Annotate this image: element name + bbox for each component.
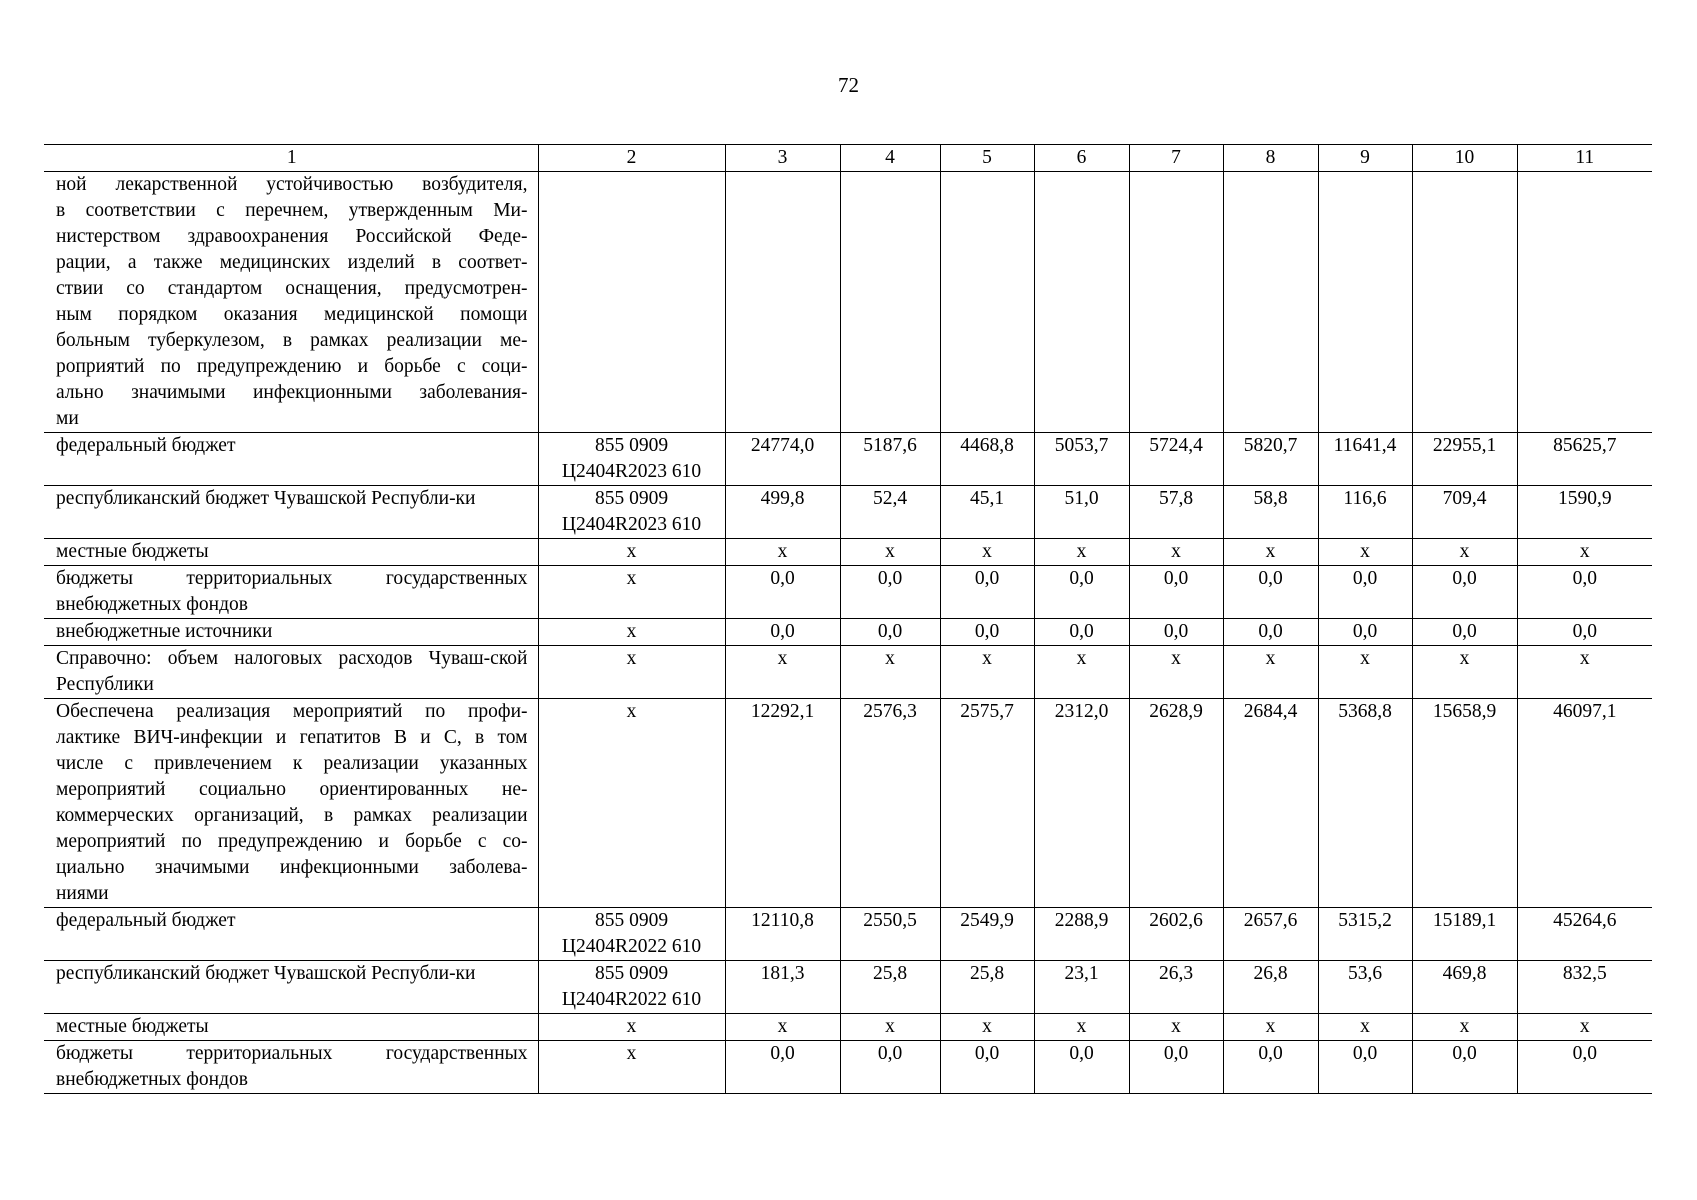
value-cell-col-3: 24774,0 xyxy=(725,433,840,486)
value-cell-col-4 xyxy=(840,172,940,433)
column-number-8: 8 xyxy=(1223,145,1318,172)
value-cell-col-10: 22955,1 xyxy=(1412,433,1517,486)
row-label-line: мероприятий по предупреждению и борьбе с со- xyxy=(56,831,528,852)
row-label: внебюджетные источники xyxy=(44,619,538,646)
table-row xyxy=(44,699,1652,908)
budget-code: x xyxy=(538,646,725,699)
value-cell-col-3: x xyxy=(725,539,840,566)
row-label: местные бюджеты xyxy=(44,539,538,566)
value-cell-col-3: x xyxy=(725,646,840,699)
budget-code: x xyxy=(538,539,725,566)
row-label: республиканский бюджет Чувашской Республи-ки xyxy=(44,961,538,1014)
row-label-line: ствии со стандартом оснащения, предусмотрен- xyxy=(56,278,528,299)
table-row xyxy=(44,172,1652,433)
value-cell-col-10: 0,0 xyxy=(1412,566,1517,619)
table-row xyxy=(44,566,1652,619)
table-row xyxy=(44,1014,1652,1041)
value-cell-col-11: 46097,1 xyxy=(1517,699,1652,908)
value-cell-col-9: 116,6 xyxy=(1318,486,1412,539)
value-cell-col-9: 53,6 xyxy=(1318,961,1412,1014)
row-label xyxy=(44,172,538,433)
value-cell-col-5: x xyxy=(940,539,1034,566)
value-cell-col-7: x xyxy=(1129,539,1223,566)
budget-code: 855 0909 Ц2404R2022 610 xyxy=(538,908,725,961)
row-label-line: ным порядком оказания медицинской помощи xyxy=(56,304,528,325)
value-cell-col-7: 26,3 xyxy=(1129,961,1223,1014)
value-cell-col-11: x xyxy=(1517,1014,1652,1041)
value-cell-col-11: x xyxy=(1517,539,1652,566)
column-number-6: 6 xyxy=(1034,145,1129,172)
column-number-3: 3 xyxy=(725,145,840,172)
value-cell-col-8: 58,8 xyxy=(1223,486,1318,539)
row-label-line: роприятий по предупреждению и борьбе с соци- xyxy=(56,356,528,377)
value-cell-col-4: 52,4 xyxy=(840,486,940,539)
row-label xyxy=(44,699,538,908)
value-cell-col-6: x xyxy=(1034,539,1129,566)
value-cell-col-5: x xyxy=(940,1014,1034,1041)
row-label: бюджеты территориальных государственных внебюджетных фондов xyxy=(44,566,538,619)
row-label-line: ально значимыми инфекционными заболевания- xyxy=(56,382,528,403)
column-number-11: 11 xyxy=(1517,145,1652,172)
row-label-line: лактике ВИЧ-инфекции и гепатитов В и С, в том xyxy=(56,727,528,748)
budget-code: x xyxy=(538,566,725,619)
row-label-line: Обеспечена реализация мероприятий по профи- xyxy=(56,701,528,722)
value-cell-col-9: 0,0 xyxy=(1318,619,1412,646)
column-number-2: 2 xyxy=(538,145,725,172)
row-label-line: мероприятий социально ориентированных не- xyxy=(56,779,528,800)
value-cell-col-7: 57,8 xyxy=(1129,486,1223,539)
value-cell-col-10: 709,4 xyxy=(1412,486,1517,539)
value-cell-col-3: 0,0 xyxy=(725,566,840,619)
value-cell-col-7: 2602,6 xyxy=(1129,908,1223,961)
row-label: бюджеты территориальных государственных внебюджетных фондов xyxy=(44,1041,538,1094)
value-cell-col-9: x xyxy=(1318,539,1412,566)
column-number-9: 9 xyxy=(1318,145,1412,172)
row-label-line: ной лекарственной устойчивостью возбудителя, xyxy=(56,174,528,195)
column-number-10: 10 xyxy=(1412,145,1517,172)
value-cell-col-5: 2549,9 xyxy=(940,908,1034,961)
value-cell-col-11: 0,0 xyxy=(1517,566,1652,619)
value-cell-col-8: 0,0 xyxy=(1223,1041,1318,1094)
value-cell-col-11 xyxy=(1517,172,1652,433)
value-cell-col-11: 832,5 xyxy=(1517,961,1652,1014)
table-row xyxy=(44,486,1652,539)
value-cell-col-6: x xyxy=(1034,1014,1129,1041)
value-cell-col-8: x xyxy=(1223,646,1318,699)
value-cell-col-3: x xyxy=(725,1014,840,1041)
budget-code: x xyxy=(538,699,725,908)
row-label: Справочно: объем налоговых расходов Чуваш-ской Республики xyxy=(44,646,538,699)
value-cell-col-4: 0,0 xyxy=(840,566,940,619)
row-label: федеральный бюджет xyxy=(44,908,538,961)
page-number: 72 xyxy=(838,73,859,97)
value-cell-col-6 xyxy=(1034,172,1129,433)
value-cell-col-8: 0,0 xyxy=(1223,619,1318,646)
value-cell-col-8: 26,8 xyxy=(1223,961,1318,1014)
column-number-row xyxy=(44,145,1652,172)
value-cell-col-11: 1590,9 xyxy=(1517,486,1652,539)
value-cell-col-4: 25,8 xyxy=(840,961,940,1014)
row-label-line: рации, а также медицинских изделий в соответ- xyxy=(56,252,528,273)
table-row xyxy=(44,1041,1652,1094)
budget-table xyxy=(44,144,1652,1094)
value-cell-col-7: x xyxy=(1129,646,1223,699)
value-cell-col-4: x xyxy=(840,539,940,566)
value-cell-col-5: x xyxy=(940,646,1034,699)
row-label-line: ниями xyxy=(56,883,109,904)
value-cell-col-8 xyxy=(1223,172,1318,433)
row-label-line: в соответствии с перечнем, утвержденным Ми- xyxy=(56,200,528,221)
row-label-line: циально значимыми инфекционными заболева- xyxy=(56,857,528,878)
value-cell-col-3: 12110,8 xyxy=(725,908,840,961)
value-cell-col-4: x xyxy=(840,1014,940,1041)
value-cell-col-6: 5053,7 xyxy=(1034,433,1129,486)
budget-code: 855 0909 Ц2404R2023 610 xyxy=(538,486,725,539)
value-cell-col-6: 51,0 xyxy=(1034,486,1129,539)
budget-code: 855 0909 Ц2404R2022 610 xyxy=(538,961,725,1014)
value-cell-col-3: 0,0 xyxy=(725,1041,840,1094)
value-cell-col-7: x xyxy=(1129,1014,1223,1041)
column-number-4: 4 xyxy=(840,145,940,172)
value-cell-col-9: x xyxy=(1318,646,1412,699)
value-cell-col-3: 12292,1 xyxy=(725,699,840,908)
value-cell-col-10: 469,8 xyxy=(1412,961,1517,1014)
value-cell-col-4: 2550,5 xyxy=(840,908,940,961)
value-cell-col-10: 15658,9 xyxy=(1412,699,1517,908)
column-number-7: 7 xyxy=(1129,145,1223,172)
row-label: местные бюджеты xyxy=(44,1014,538,1041)
value-cell-col-3: 499,8 xyxy=(725,486,840,539)
value-cell-col-5: 0,0 xyxy=(940,619,1034,646)
table-row xyxy=(44,433,1652,486)
value-cell-col-9: 5368,8 xyxy=(1318,699,1412,908)
value-cell-col-4: 0,0 xyxy=(840,1041,940,1094)
value-cell-col-8: x xyxy=(1223,539,1318,566)
table-row xyxy=(44,646,1652,699)
value-cell-col-5: 0,0 xyxy=(940,1041,1034,1094)
value-cell-col-8: x xyxy=(1223,1014,1318,1041)
column-number-1: 1 xyxy=(44,145,538,172)
value-cell-col-5: 4468,8 xyxy=(940,433,1034,486)
value-cell-col-8: 2684,4 xyxy=(1223,699,1318,908)
value-cell-col-11: x xyxy=(1517,646,1652,699)
value-cell-col-10: 0,0 xyxy=(1412,1041,1517,1094)
value-cell-col-3 xyxy=(725,172,840,433)
value-cell-col-8: 5820,7 xyxy=(1223,433,1318,486)
value-cell-col-6: x xyxy=(1034,646,1129,699)
value-cell-col-10: x xyxy=(1412,539,1517,566)
value-cell-col-4: 2576,3 xyxy=(840,699,940,908)
value-cell-col-5: 0,0 xyxy=(940,566,1034,619)
value-cell-col-8: 0,0 xyxy=(1223,566,1318,619)
row-label-line: коммерческих организаций, в рамках реализации xyxy=(56,805,528,826)
row-label-line: ми xyxy=(56,408,79,429)
value-cell-col-7 xyxy=(1129,172,1223,433)
value-cell-col-10: x xyxy=(1412,646,1517,699)
value-cell-col-6: 0,0 xyxy=(1034,1041,1129,1094)
value-cell-col-5: 45,1 xyxy=(940,486,1034,539)
value-cell-col-9: 0,0 xyxy=(1318,566,1412,619)
value-cell-col-6: 23,1 xyxy=(1034,961,1129,1014)
row-label-line: нистерством здравоохранения Российской Феде- xyxy=(56,226,528,247)
value-cell-col-8: 2657,6 xyxy=(1223,908,1318,961)
value-cell-col-4: 0,0 xyxy=(840,619,940,646)
value-cell-col-9 xyxy=(1318,172,1412,433)
budget-code: 855 0909 Ц2404R2023 610 xyxy=(538,433,725,486)
value-cell-col-9: x xyxy=(1318,1014,1412,1041)
value-cell-col-5: 25,8 xyxy=(940,961,1034,1014)
value-cell-col-9: 0,0 xyxy=(1318,1041,1412,1094)
value-cell-col-4: x xyxy=(840,646,940,699)
value-cell-col-4: 5187,6 xyxy=(840,433,940,486)
row-label: федеральный бюджет xyxy=(44,433,538,486)
table-row xyxy=(44,619,1652,646)
budget-code: x xyxy=(538,619,725,646)
column-number-5: 5 xyxy=(940,145,1034,172)
value-cell-col-9: 11641,4 xyxy=(1318,433,1412,486)
value-cell-col-10 xyxy=(1412,172,1517,433)
value-cell-col-7: 0,0 xyxy=(1129,1041,1223,1094)
value-cell-col-6: 0,0 xyxy=(1034,566,1129,619)
value-cell-col-11: 0,0 xyxy=(1517,1041,1652,1094)
table-row xyxy=(44,961,1652,1014)
value-cell-col-11: 45264,6 xyxy=(1517,908,1652,961)
row-label-line: больным туберкулезом, в рамках реализации ме- xyxy=(56,330,528,351)
value-cell-col-3: 181,3 xyxy=(725,961,840,1014)
value-cell-col-10: 15189,1 xyxy=(1412,908,1517,961)
table-row xyxy=(44,908,1652,961)
value-cell-col-6: 2312,0 xyxy=(1034,699,1129,908)
row-label: республиканский бюджет Чувашской Республи-ки xyxy=(44,486,538,539)
table-row xyxy=(44,539,1652,566)
value-cell-col-10: x xyxy=(1412,1014,1517,1041)
value-cell-col-5 xyxy=(940,172,1034,433)
value-cell-col-6: 0,0 xyxy=(1034,619,1129,646)
value-cell-col-5: 2575,7 xyxy=(940,699,1034,908)
value-cell-col-3: 0,0 xyxy=(725,619,840,646)
value-cell-col-7: 0,0 xyxy=(1129,619,1223,646)
value-cell-col-10: 0,0 xyxy=(1412,619,1517,646)
value-cell-col-7: 2628,9 xyxy=(1129,699,1223,908)
value-cell-col-6: 2288,9 xyxy=(1034,908,1129,961)
row-label-line: числе с привлечением к реализации указанных xyxy=(56,753,528,774)
value-cell-col-11: 85625,7 xyxy=(1517,433,1652,486)
budget-code xyxy=(538,172,725,433)
budget-code: x xyxy=(538,1014,725,1041)
value-cell-col-11: 0,0 xyxy=(1517,619,1652,646)
value-cell-col-7: 0,0 xyxy=(1129,566,1223,619)
table-body xyxy=(44,172,1652,1094)
value-cell-col-9: 5315,2 xyxy=(1318,908,1412,961)
value-cell-col-7: 5724,4 xyxy=(1129,433,1223,486)
budget-code: x xyxy=(538,1041,725,1094)
